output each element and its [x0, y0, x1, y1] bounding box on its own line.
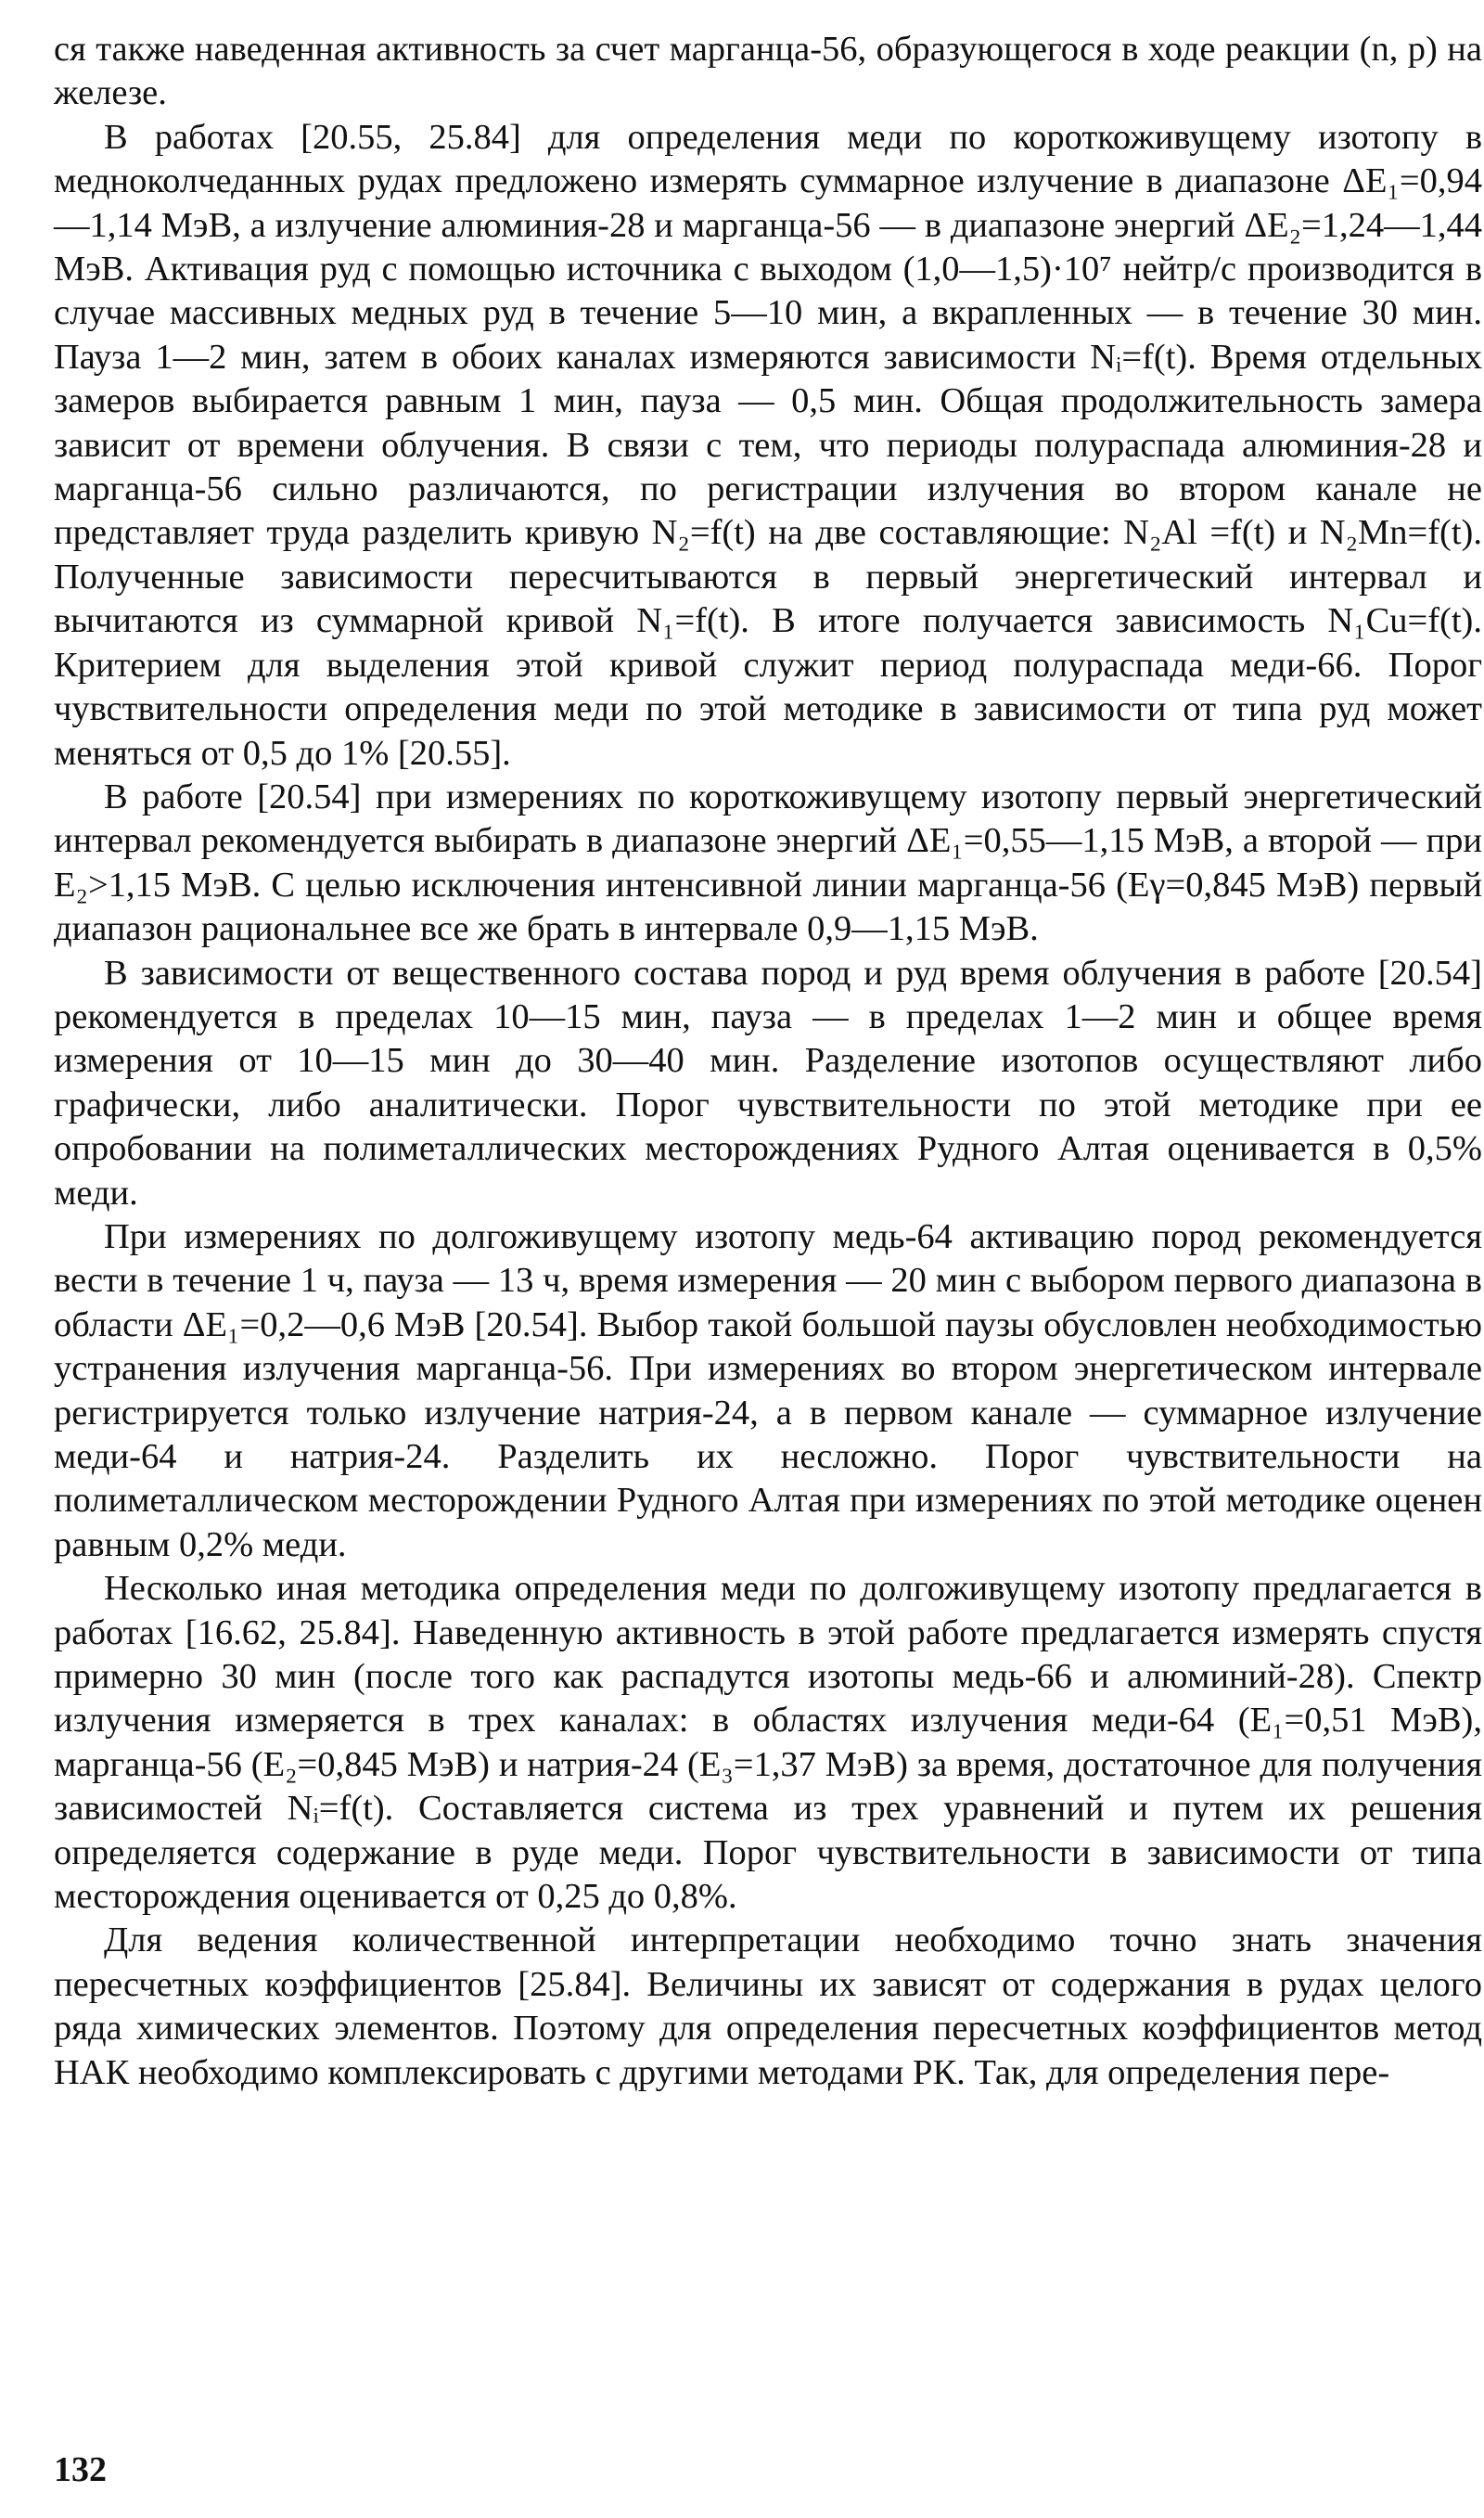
paragraph-alternative-method: Несколько иная методика определения меди по долгоживущему изотопу предлагается в работах [16.62, 25.84]. Наведенную активность в этой работе предлагается измерять спустя примерно 30 мин (после того как распадутся изотопы медь-66 и алюминий-28). Спектр излучения измеряется в трех каналах: в областях излучения меди-64 (E₁=0,51 МэВ), марганца-56 (E₂=0,845 МэВ) и натрия-24 (E₃=1,37 МэВ) за время, достаточное для получения зависимостей Nᵢ=f(t). Составляется система из трех уравнений и путем их решения определяется содержание в руде меди. Порог чувствительности в зависимости от типа месторождения оценивается от 0,25 до 0,8%. — [54, 1569, 1482, 1917]
paragraph-conversion-coefficients: Для ведения количественной интерпретации необходимо точно знать значения пересчетных коэффициентов [25.84]. Величины их зависят от содержания в рудах целого ряда химических элементов. Поэтому для определения пересчетных коэффициентов метод НАК необходимо комплексировать с другими методами РК. Так, для определения пере- — [54, 1921, 1482, 2092]
paragraph-short-lived-isotope-method: В работах [20.55, 25.84] для определения меди по короткоживущему изотопу в медноколчеданных рудах предложено измерять суммарное излучение в диапазоне ΔE₁=0,94—1,14 МэВ, а излучение алюминия-28 и марганца-56 — в диапазоне энергий ΔE₂=1,24—1,44 МэВ. Активация руд с помощью источника с выходом (1,0—1,5)·10⁷ нейтр/с производится в случае массивных медных руд в течение 5—10 мин, а вкрапленных — в течение 30 мин. Пауза 1—2 мин, затем в обоих каналах измеряются зависимости Nᵢ=f(t). Время отдельных замеров выбирается равным 1 мин, пауза — 0,5 мин. Общая продолжительность замера зависит от времени облучения. В связи с тем, что периоды полураспада алюминия-28 и марганца-56 сильно различаются, по регистрации излучения во втором канале не представляет труда разделить кривую N₂=f(t) на две составляющие: N₂Al =f(t) и N₂Mn=f(t). Полученные зависимости пересчитываются в первый энергетический интервал и вычитаются из суммарной кривой N₁=f(t). В итоге получается зависимость N₁Cu=f(t). Критерием для выделения этой кривой служит период полураспада меди-66. Порог чувствительности определения меди по этой методике в зависимости от типа руд может меняться от 0,5 до 1% [20.55]. — [54, 117, 1482, 773]
paragraph-continuation: ся также наведенная активность за счет марганца-56, образующегося в ходе реакции (n, p) на железе. — [54, 30, 1482, 113]
paragraph-irradiation-time: В зависимости от вещественного состава пород и руд время облучения в работе [20.54] рекомендуется в пределах 10—15 мин, пауза — в пределах 1—2 мин и общее время измерения от 10—15 мин до 30—40 мин. Разделение изотопов осуществляют либо графически, либо аналитически. Порог чувствительности по этой методике при ее опробовании на полиметаллических месторождениях Рудного Алтая оценивается в 0,5% меди. — [54, 953, 1482, 1213]
page-number: 132 — [54, 2450, 107, 2489]
paragraph-energy-intervals: В работе [20.54] при измерениях по короткоживущему изотопу первый энергетический интервал рекомендуется выбирать в диапазоне энергий ΔE₁=0,55—1,15 МэВ, а второй — при E₂>1,15 МэВ. С целью исключения интенсивной линии марганца-56 (Eγ=0,845 МэВ) первый диапазон рациональнее все же брать в интервале 0,9—1,15 МэВ. — [54, 777, 1482, 949]
page-body — [54, 28, 1482, 2095]
paragraph-long-lived-isotope: При измерениях по долгоживущему изотопу медь-64 активацию пород рекомендуется вести в течение 1 ч, пауза — 13 ч, время измерения — 20 мин с выбором первого диапазона в области ΔE₁=0,2—0,6 МэВ [20.54]. Выбор такой большой паузы обусловлен необходимостью устранения излучения марганца-56. При измерениях во втором энергетическом интервале регистрируется только излучение натрия-24, а в первом канале — суммарное излучение меди-64 и натрия-24. Разделить их несложно. Порог чувствительности на полиметаллическом месторождении Рудного Алтая при измерениях по этой методике оценен равным 0,2% меди. — [54, 1216, 1482, 1564]
